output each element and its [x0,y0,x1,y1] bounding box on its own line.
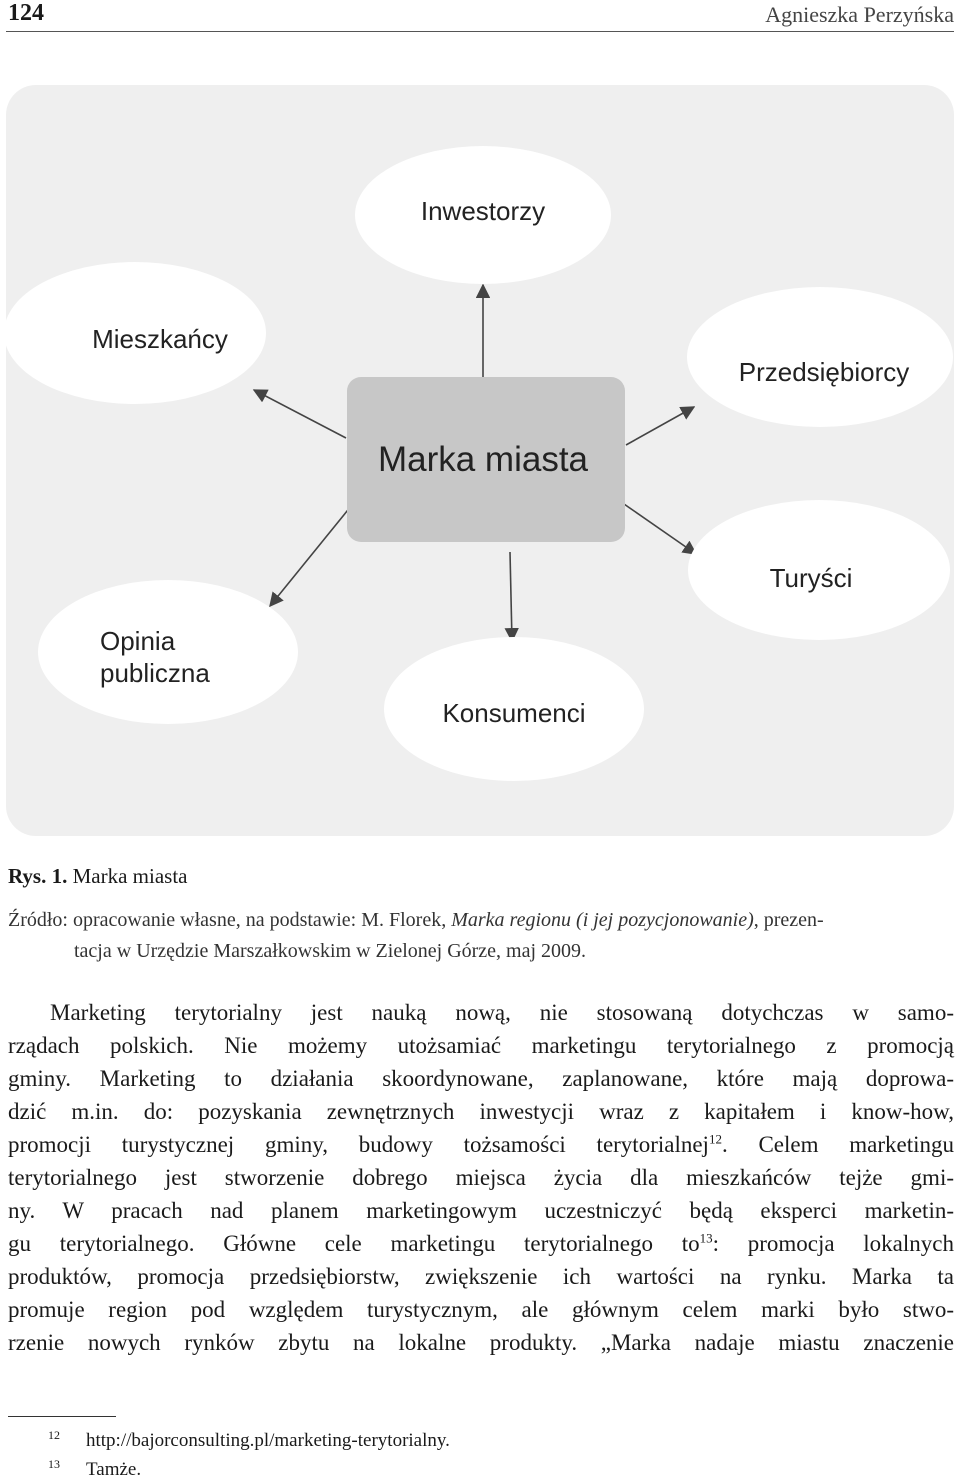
footnote-12: $^{12}$ http://bajorconsulting.pl/marketing-terytorialny. [48,1427,450,1451]
footnote-rule [8,1416,116,1417]
label-residents: Mieszkańcy [92,324,228,354]
body-line: rzenie nowych rynków zbytu na lokalne produkty. „Marka nadaje miastu znaczenie [8,1330,954,1355]
source-suffix: , prezen- [753,909,824,931]
header-rule [6,31,954,32]
body-text-segment: : promocja lokalnych [712,1231,954,1256]
body-text-segment: promocji turystycznej gminy, budowy tożsamości terytorialnej [8,1132,709,1157]
body-line: produktów, promocja przedsiębiorstw, zwiększenie ich wartości na rynku. Marka ta [8,1264,954,1289]
body-line [8,1128,954,1161]
label-entrepreneurs: Przedsiębiorcy [738,357,910,387]
diagram-svg [6,85,954,836]
running-author: Agnieszka Perzyńska [765,2,954,27]
body-text-segment: . Celem marketingu [721,1132,954,1157]
footnote-ref-13[interactable]: 13 [699,1230,713,1246]
caption-title: Marka miasta [72,864,188,888]
label-consumers: Konsumenci [442,698,586,728]
page-number: 124 [8,0,44,26]
source-prefix: Źródło: opracowanie własne, na podstawie: M. Florek, [8,909,447,931]
body-text-segment: gu terytorialnego. Główne cele marketingu terytorialnego to [8,1231,700,1256]
body-line: ny. W pracach nad planem marketingowym uczestniczyć będą eksperci marketin- [8,1198,954,1223]
footnote-13: $^{13}$ Tamże. [48,1456,142,1480]
footnote-ref-12[interactable]: 12 [708,1131,722,1147]
body-line: rządach polskich. Nie możemy utożsamiać marketingu terytorialnego z promocją [8,1033,954,1058]
figure-caption [8,864,187,889]
figure-diagram [6,85,954,836]
source-title: Marka regionu (i jej pozycjonowanie) [451,909,754,931]
body-line: gminy. Marketing to działania skoordynowane, zaplanowane, które mają doprowa- [8,1066,954,1091]
label-opinion-line2: publiczna [100,658,210,688]
center-label: Marka miasta [377,440,589,479]
caption-label: Rys. 1. [8,864,68,888]
figure-source [8,905,954,967]
page-header [0,0,960,32]
body-line: terytorialnego jest stworzenie dobrego miejsca życia dla mieszkańców tejże gmi- [8,1165,954,1190]
body-line: Marketing terytorialny jest nauką nową, nie stosowaną dotychczas w samo- [50,1000,954,1025]
label-opinion-line1: Opinia [100,626,176,656]
body-line: promuje region pod względem turystycznym, ale głównym celem marki było stwo- [8,1297,954,1322]
body-paragraph [8,996,954,1359]
footnotes [8,1426,450,1484]
body-line: dzić m.in. do: pozyskania zewnętrznych inwestycji wraz z kapitałem i know-how, [8,1099,954,1124]
body-line [8,1227,954,1260]
source-line2: tacja w Urzędzie Marszałkowskim w Zielonej Górze, maj 2009. [74,940,587,962]
label-investors: Inwestorzy [420,196,546,226]
footnote-link[interactable]: http://bajorconsulting.pl/marketing-terytorialny. [86,1430,450,1451]
label-tourists: Turyści [769,563,853,593]
footnote-text: Tamże. [86,1459,142,1480]
